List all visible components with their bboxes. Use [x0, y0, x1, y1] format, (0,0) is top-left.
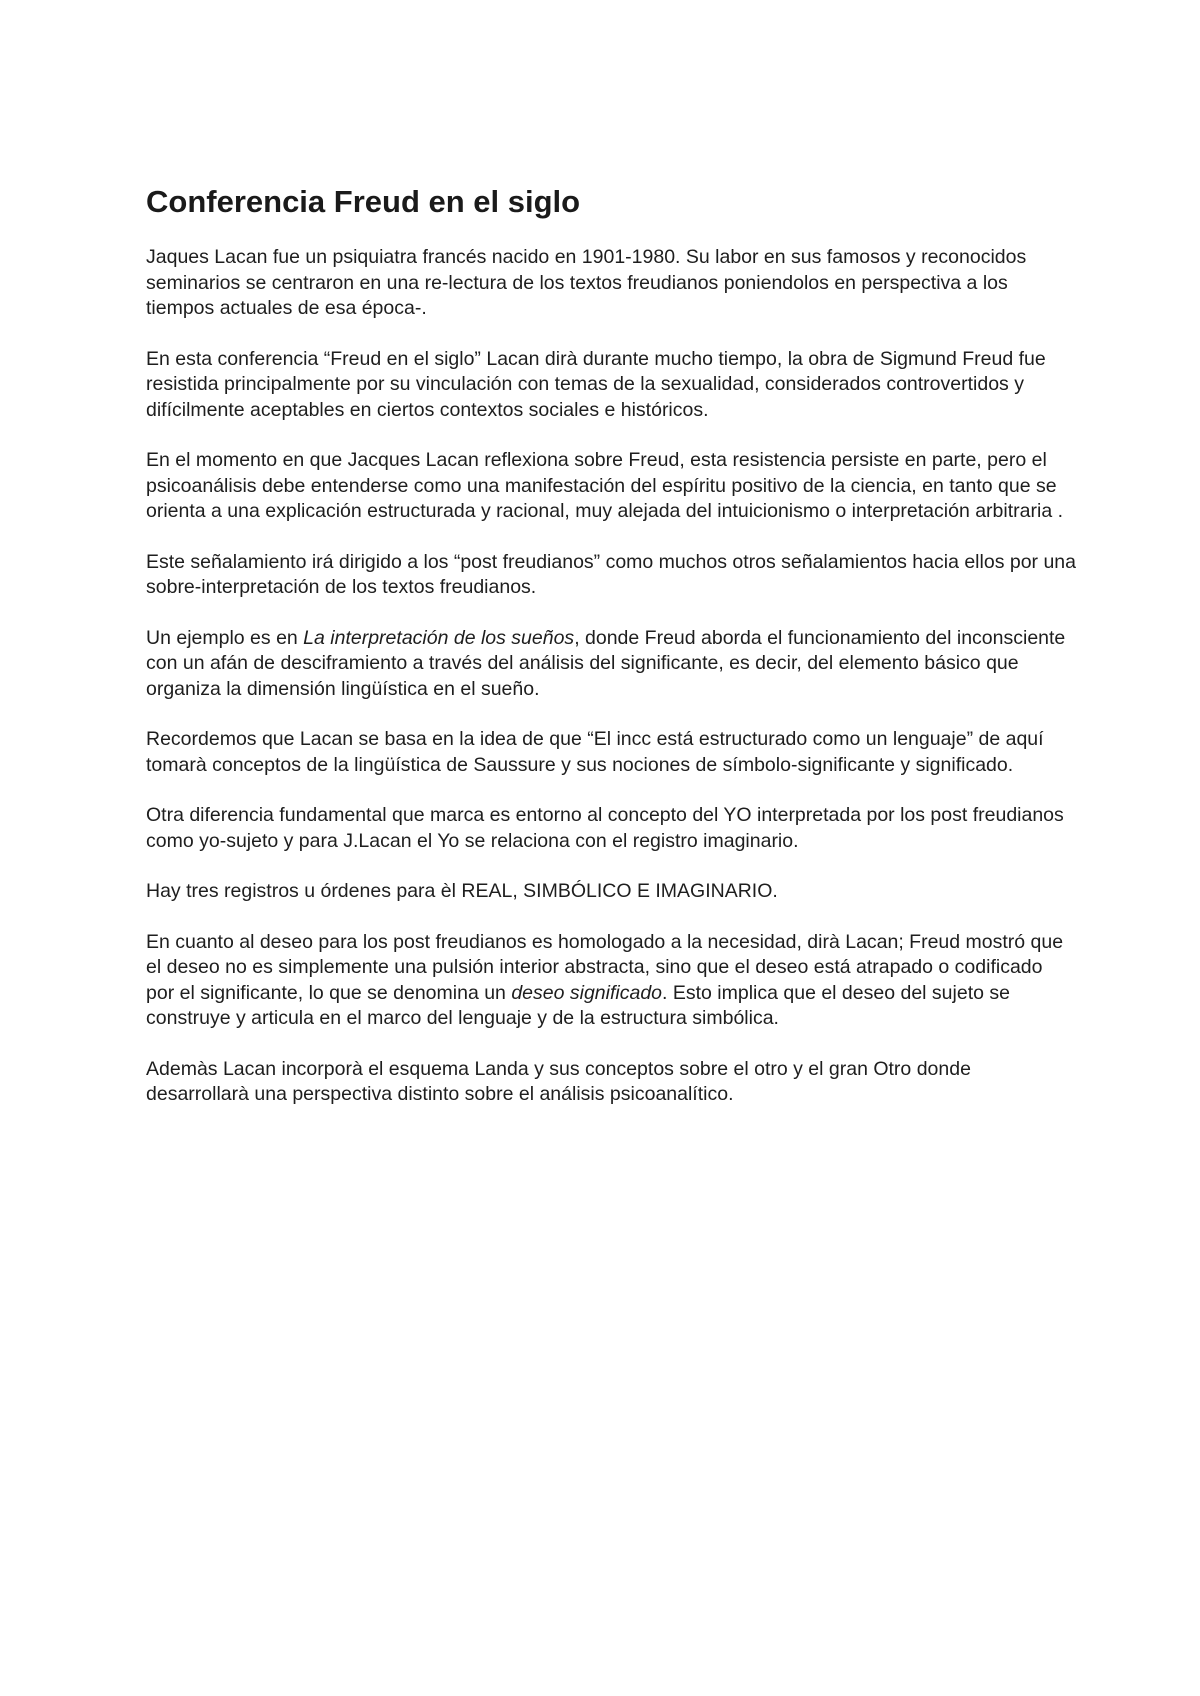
- paragraph-10: Ademàs Lacan incorporà el esquema Landa y sus conceptos sobre el otro y el gran Otro donde desarrollarà una perspectiva distinto sobre el análisis psicoanalítico.: [146, 1057, 971, 1105]
- paragraph-5: [146, 626, 1076, 703]
- paragraph-2: En esta conferencia “Freud en el siglo” Lacan dirà durante mucho tiempo, la obra de Sigmund Freud fue resistida principalmente por su vinculación con temas de la sexualidad, considerados controvertidos y difícilmente aceptables en ciertos contextos sociales e históricos.: [146, 347, 1046, 421]
- paragraph-4: Este señalamiento irá dirigido a los “post freudianos” como muchos otros señalamientos hacia ellos por una sobre-interpretación de los textos freudianos.: [146, 550, 1076, 598]
- paragraph-9-rest: . Esto implica que el deseo del sujeto se construye y articula en el marco del lenguaje y de la estructura simbólica.: [146, 981, 1010, 1029]
- paragraph-6: Recordemos que Lacan se basa en la idea de que “El incc está estructurado como un lenguaje” de aquí tomarà conceptos de la lingüística de Saussure y sus nociones de símbolo-significante y significado.: [146, 728, 1044, 776]
- paragraph-1: Jaques Lacan fue un psiquiatra francés nacido en 1901-1980. Su labor en sus famosos y reconocidos seminarios se centraron en una re-lectura de los textos freudianos poniendolos en perspectiva a los tiempos actuales de esa época-.: [146, 246, 1027, 319]
- paragraph-7: Otra diferencia fundamental que marca es entorno al concepto del YO interpretada por los post freudianos como yo-sujeto y para J.Lacan el Yo se relaciona con el registro imaginario.: [146, 804, 1064, 852]
- term-italic: deseo significado: [511, 981, 663, 1004]
- paragraph-8: Hay tres registros u órdenes para èl REAL, SIMBÓLICO E IMAGINARIO.: [146, 880, 778, 902]
- paragraph-9-lead: En cuanto al deseo para los post freudianos es homologado a la necesidad, dirà Lacan; Freud mostró que el deseo no es simplemente una pulsión interior abstracta, sino que el deseo está atrapado o codificado por el significante, lo que se denomina un: [146, 930, 1064, 1004]
- document-title: Conferencia Freud en el siglo: [146, 184, 581, 219]
- document-body: [146, 181, 1076, 1133]
- paragraph-3: En el momento en que Jacques Lacan reflexiona sobre Freud, esta resistencia persiste en parte, pero el psicoanálisis debe entenderse como una manifestación del espíritu positivo de la ciencia, en tanto que se orienta a una explicación estructurada y racional, muy alejada del intuicionismo o interpretación arbitraria .: [146, 449, 1063, 522]
- paragraph-5-rest: , donde Freud aborda el funcionamiento del inconsciente con un afán de desciframiento a través del análisis del significante, es decir, del elemento básico que organiza la dimensión lingüística en el sueño.: [146, 626, 1066, 700]
- book-title-italic: La interpretación de los sueños: [303, 626, 575, 649]
- paragraph-5-lead: Un ejemplo es en: [146, 626, 304, 649]
- paragraph-9: [146, 930, 1076, 1032]
